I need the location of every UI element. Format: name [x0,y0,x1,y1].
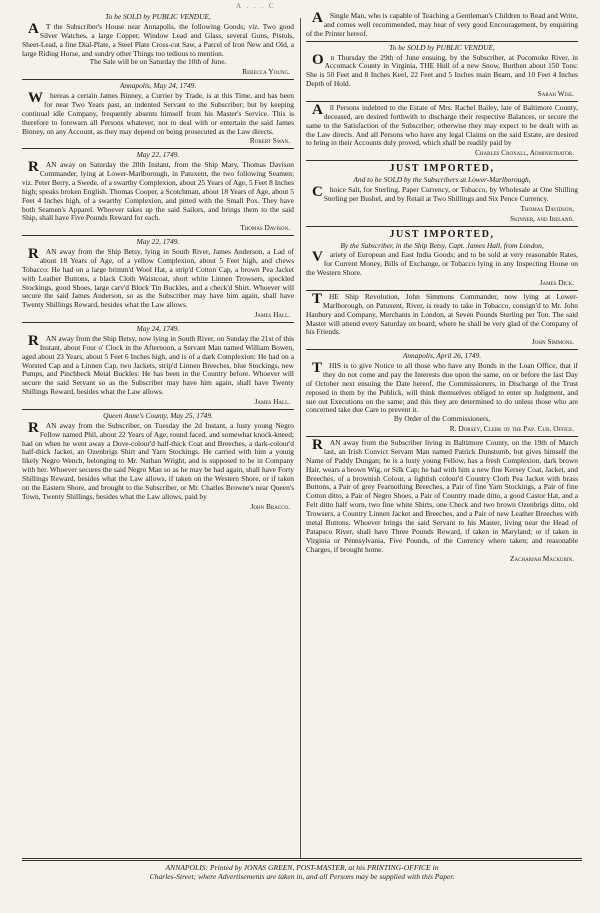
advertisement-body: On Thursday the 29th of June ensuing, by the Subscriber, at Pocomoke River, in Accomack County in Virginia, THE Hull of a new Snow, Burthen about 150 Tons: She is 50 Feet and 8 Inches Keel, 22 Feet and 5 Inches main Beam, and 10 Feet 4 Inches Depth of Hold. [306,51,578,89]
advertisement-patrick-dunstumb [306,439,578,564]
advertisement-james-binney [22,82,294,146]
advertisement-heading: Queen Anne's County, May 25, 1749. [103,410,213,420]
advertisement-heading: And to be SOLD by the Subscribers at Lower-Marlborough, [353,175,531,185]
advertisement-heading: May 22, 1749. [136,237,180,247]
advertisement-signature: Rebecca Young. [242,67,290,77]
advertisement-signature: Robert Swan. [249,136,290,146]
advertisement-note: By Order of the Commissioners, [393,414,491,424]
advertisement-divider [306,226,578,227]
advertisement-divider [22,148,294,149]
advertisement-body: RAN away from the Subscriber, on Tuesday the 2d Instant, a lusty young Negro Fellow named Phil, about 22 Years of Age, round faced, and somewhat knock-kneed; had on when he went away a Dove-colour'd half-thick Coat and Breeches, a dark-colour'd half-thick Jacket, an Ozenbrigs Shirt and Yarn Stockings. He carried with him a young likely Negro Wench, belonging to Mr. Nathan Wright, and is supposed to be in Company with her. Whoever secures the said Negro Man so as he may be had again, shall have Forty Shillings Reward, besides what the Law allows, if taken on the Western Shore, or if taken on the Eastern Shore, and brought to the Subscriber, or Mr. Charles Browne's near Queen's Town, Twenty Shillings, besides what the Law allows, paid by [22,419,294,501]
left-column [22,12,294,864]
advertisement-heading: May 22, 1749. [136,150,180,160]
advertisement-heading: May 24, 1749. [136,324,180,333]
advertisement-james-anderson [22,238,294,320]
advertisement-heading: To be SOLD by PUBLIC VENDUE, [389,42,495,52]
advertisement-loan-office [306,352,578,434]
advertisement-signature: James Hall. [254,310,290,320]
advertisement-signature: John Simmons. [531,337,574,347]
advertisement-heading: By the Subscriber, in the Ship Betsy, Capt. James Hall, from London, [340,240,544,250]
advertisement-frame [22,12,582,900]
advertisement-body: THIS is to give Notice to all those who have any Bonds in the Loan Office, that if they do not come and pay the Interests due upon the same, on or before the last Day of October next ensuing the Date hereof, the Commissioners, in Discharge of the Trust reposed in them by the Publick, will think themselves obliged to enter up Judgment, and sue out Executions on the same; and this they are determined to do unless those who are concerned take due Care to prevent it. [306,360,578,415]
advertisement-signature: Thomas Davidson, [520,203,574,213]
column-rule [300,18,301,858]
advertisement-signature: Thomas Davison. [240,223,290,233]
advertisement-snow-sale [306,44,578,99]
advertisement-sale-annapolis [22,13,294,77]
advertisement-signature: James Dick. [539,278,574,287]
advertisement-note: The Sale will be on Saturday the 10th of June. [89,57,227,67]
advertisement-ship-revolution [306,290,578,347]
advertisement-body: AT the Subscriber's House near Annapolis, the following Goods; viz. Two good Silver Watches, a large Copper, Window Lead and Glass, several Guns, Pistols, Sheet-Lead, a fine Dial-Plate, a Steel Plate Cross-cut Saw, a Parcel of Iron New and Old, a large Riding Horse, and sundry other Things too tedious to mention. [22,20,294,58]
advertisement-signature: R. Dorsey, Clerk of the Pap. Cur. Office. [449,424,574,434]
advertisement-body: RAN away from the Ship Betsy, lying in South River, James Anderson, a Lad of about 18 Years of Age, of a yellow Complexion, about 5 Feet high, and chews Tobacco: He had on a large brimm'd Wool Hat, a strip'd Cotton Cap, a brown Pea Jacket with Leather Buttons, a black Cloth Waistcoat, short white Linnen Trowsers, speckled Stockings, good Shoes, large carv'd Block Tin Buckles, and a check'd Shirt. Whoever will secure the said James Anderson, so as the Subscriber may have him again, shall have Twenty Shillings Reward, besides what the Law allows. [22,246,294,310]
advertisement-divider [306,101,578,102]
advertisement-divider [306,290,578,291]
advertisement-banner: JUST IMPORTED, [389,163,495,175]
advertisement-heading: Annapolis, April 26, 1749. [402,351,482,361]
advertisement-signature: Zachariah Mackubin. [510,554,574,564]
advertisement-divider [306,160,578,161]
imprint-line-2: Charles-Street; where Advertisements are taken in, and all Persons may be supplied with this Paper. [149,872,455,882]
advertisement-banner: JUST IMPORTED, [389,228,495,240]
advertisement-signature: James Hall. [254,397,290,406]
advertisement-divider [22,322,294,323]
advertisement-just-imported-1 [306,163,578,223]
advertisement-signature-2: Skinner, and Ireland. [510,213,574,223]
advertisement-body: RAN away from the Ship Betsy, now lying in South River, on Sunday the 21st of this Instant, about Four o' Clock in the Afternoon, a Servant Man named William Bowen, aged about 23 Years, about 5 Feet 6 Inches high, and is of a dark Complexion: He had on a Worsted Cap and a Linnen Cap, two Jackets, strip'd Linnen Breeches, blue Stockings, new Pumps, and Pinchbeck Metal Buckles: He has been in the Country before. Whoever will secure the said Servant so as the Subscriber may have him again, shall have Twenty Shillings Reward, besides what the Law allows. [22,332,294,397]
advertisement-signature: Sarah Wise. [537,89,574,98]
advertisement-single-man [306,12,578,39]
advertisement-divider [22,79,294,80]
advertisement-divider [306,41,578,42]
advertisement-body: Variety of European and East India Goods; and to be sold at very reasonable Rates, for Current Money, Bills of Exchange, or Tobacco lying in any Inspecting House on the Western Shore. [306,249,578,278]
advertisement-signature: John Bracco. [250,501,290,511]
advertisement-heading: Annapolis, May 24, 1749. [119,81,197,91]
advertisement-divider [22,235,294,236]
advertisement-rachel-bailey [306,101,578,158]
imprint-line-1: ANNAPOLIS: Printed by JONAS GREEN, POST-MASTER, at his PRINTING-OFFICE in [165,863,439,872]
advertisement-divider [306,349,578,350]
advertisement-body: Choice Salt, for Sterling, Paper Currency, or Tobacco, by Wholesale at One Shilling Sterling per Bushel, and by Retail at Two Shillings and Six Pence Currency. [312,184,578,203]
advertisement-heading: To be SOLD by PUBLIC VENDUE, [105,12,211,21]
advertisement-divider [22,409,294,410]
advertisement-signature: Charles Croxall, Administrator. [474,148,574,158]
advertisement-body: All Persons indebted to the Estate of Mrs. Rachel Bailey, late of Baltimore County, deceased, are desired forthwith to discharge their respective Balances, or secure the same to the Satisfaction of the Subscriber; otherwise they may expect to be dealt with as the Law directs. And all Persons who have any legal Claims on the said Estate, are desired to bring in their Accounts duly proved, which shall be readily paid by [306,101,578,148]
advertisement-body: Whereas a certain James Binney, a Currier by Trade, is at this Time, and has been for near Two Years past, an indented Servant to the Subscriber; but by keeping continual idle Company, frequently absents himself from his Master's Service. This is therefore to forewarn all Persons whatever, not to deal with or entertain the said James Binney, on any Account, as they may depend on being prosecuted as the Law directs. [22,90,294,136]
advertisement-body: ASingle Man, who is capable of Teaching a Gentleman's Children to Read and Write, and comes well recommended, may hear of very good Encouragement, by enquiring of the Printer hereof. [306,12,578,38]
imprint-footer [22,858,582,882]
advertisement-body: THE Ship Revolution, John Simmons Commander, now lying at Lower-Marlborough, on Patuxent, River, is ready to take in Tobacco, consign'd to Mr. John Hanbury and Company, Merchants in London, at Seven Pounds Sterling per Ton. The said Master will attend every Saturday on board, where he shall be very glad of the Company of his Friends. [306,290,578,337]
advertisement-negro-phil [22,412,294,512]
right-column [306,12,578,864]
advertisement-body: RAN away from the Subscriber living in Baltimore County, on the 19th of March last, an Irish Convict Servant Man named Patrick Dunstumb, but gives himself the Name of Paddy Dungan; he is a lusty young Fellow, has a fresh Complexion, dark brown Hair, wears a brown Wig, or Silk Cap; he had with him a new fine Kersey Coat, Jacket, and Breeches, of a brownish Colour, a lightish colour'd Country Cloth Pea Jacket with brass Buttons, a Pair of grey Fearnothing Breeches, a Pair of fine Yarn Stockings, a Pair of fine Cotton ditto, a Pair of Negro Shoes, a Pair of Country made ditto, a good Castor Hat, and a Felt ditto half worn, two fine white Shirts, one Check and two brown Ozenbrigs ditto, old Trowsers, a Country Linnen Jacket and Breeches, and a Pair of new Leather Breeches with metal Buttons. Whoever brings the said Servant to his Master, living near the Head of Patapsco River, shall have Three Pounds Reward, if taken in Maryland; or if taken in Virginia or Pennsylvania, Five Pounds, of the Currency where taken; and reasonable Charges, if brought home. [306,437,578,554]
advertisement-william-bowen [22,325,294,407]
advertisement-body: RAN away on Saturday the 20th Instant, from the Ship Mary, Thomas Davison Commander, lying at Lower-Marlborough, in Patuxent, the two following Seamen; viz. Peter Berry, a Swede, of a swarthy Complexion, about 25 Years of Age, 5 Feet 8 Inches high; speaks broken English. Thomas Cooper, a Scotchman, about 18 Years of Age, about 5 Feet 4 Inches high, of a swarthy Complexion, and pitted with the Small Pox. They have both Seamen's Apparel. Whoever takes up the said Sailors, and brings them to the said Ship, shall have Five Pounds Reward for each. [22,159,294,223]
page-label: A . . . C [236,2,276,10]
advertisement-just-imported-2 [306,229,578,288]
advertisement-peter-berry [22,151,294,233]
advertisement-divider [306,436,578,437]
